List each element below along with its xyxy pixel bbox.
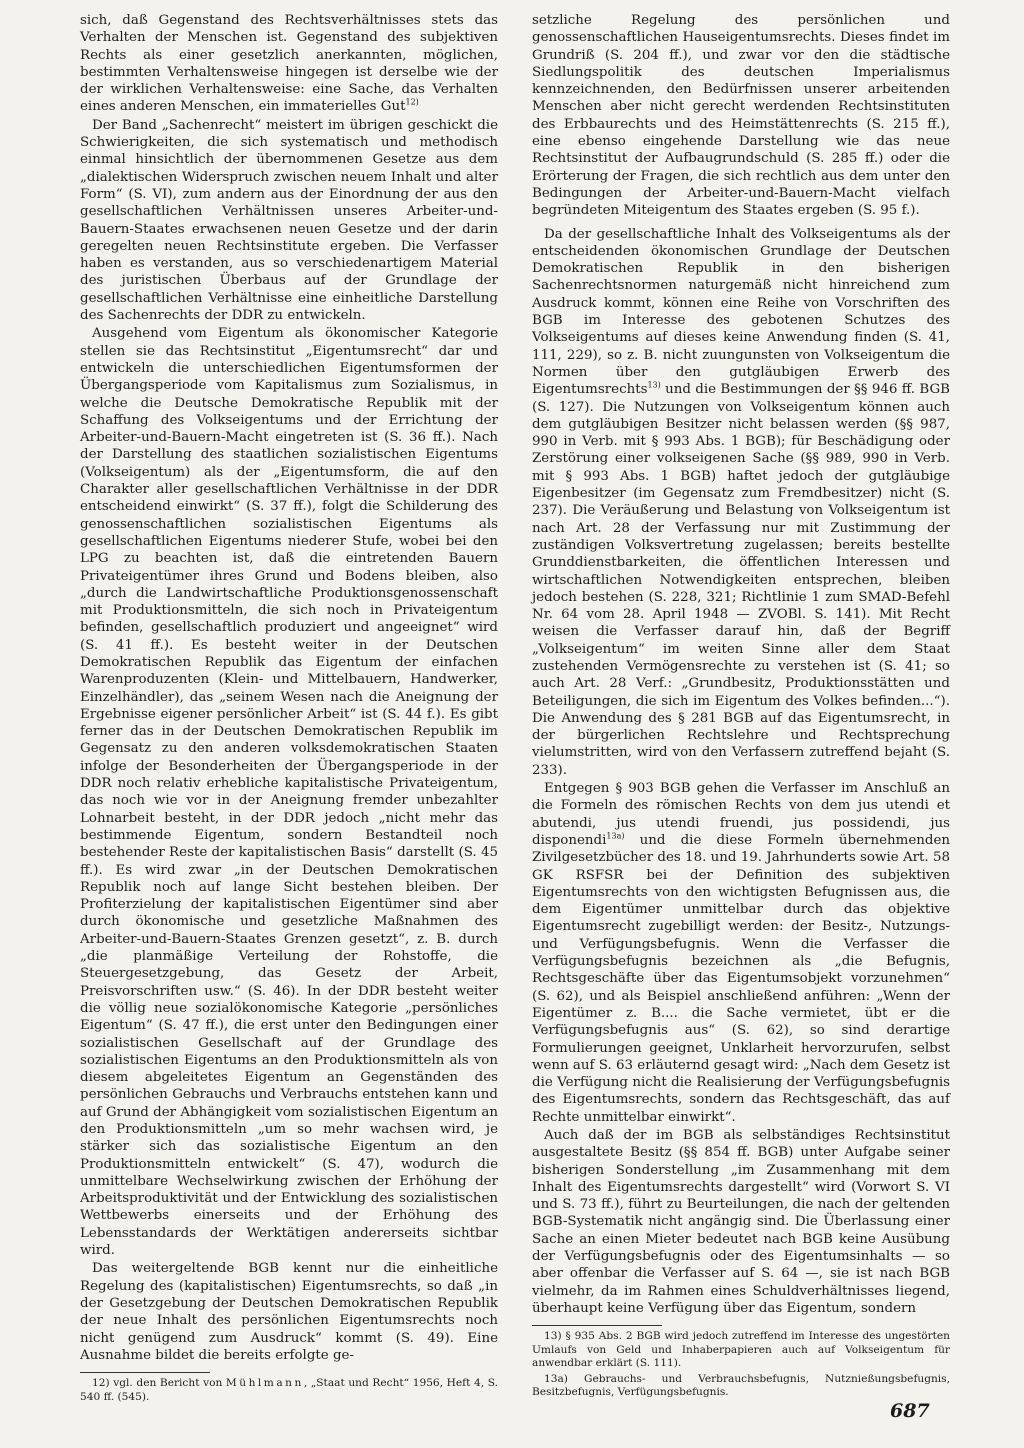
footnote-text: , „Staat und Recht“ 1956, Heft 4, S. 540 ff. (545). [80,1377,498,1403]
footnote-text: Gebrauchs- und Verbrauchsbefugnis, Nutznießungsbefugnis, Besitzbefugnis, Verfügungsbefugnis. [532,1372,950,1399]
left-column [80,12,498,1404]
footnote-13a [532,1373,950,1400]
paragraph [532,226,950,780]
footnote-13 [532,1330,950,1371]
paragraph [532,780,950,1126]
footnote-text: vgl. den Bericht von [113,1377,223,1390]
footnote-marker: 13a) [544,1372,568,1385]
paragraph: setzliche Regelung des persönlichen und genossenschaftlichen Hauseigentumsrechts. Dieses findet im Grundriß (S. 204 ff.), und zwar vor den die städtische Siedlungspolitik des deutschen Imperialismus kennzeichnenden, den Bedürfnissen unserer arbeitenden Menschen aber nicht gerecht werdenden Rechtsinstituten des Erbbaurechts und des Heimstättenrechts (S. 215 ff.), eine ebenso eingehende Darstellung wie das neue Rechtsinstitut der Aufbaugrundschuld (S. 285 ff.) oder die Erörterung der Fragen, die sich rechtlich aus dem unter den Bedingungen der Arbeiter-und-Bauern-Macht vielfach begründeten Miteigentum des Staates ergeben (S. 95 f.). [532,13,950,219]
footnote-author: Mühlmann [225,1377,304,1390]
paragraph-text: und die diese Formeln übernehmenden Zivilgesetzbücher des 18. und 19. Jahrhunderts sowie Art. 58 GK RSFSR bei der Definition des subjektiven Eigentumsrechts von den wichtigsten Befugnissen aus, die dem Eigentümer unmittelbar durch das objektive Eigentumsrecht zugebilligt werden: der Besitz-, Nutzungs- und Verfügungsbefugnis. Wenn die Verfasser die Verfügungsbefugnis bezeichnen als „die Befugnis, Rechtsgeschäfte über das Eigentumsobjekt vorzunehmen“ (S. 62), und als Beispiel anschließend anführen: „Wenn der Eigentümer z. B.... die Sache vermietet, übt er die Verfügungsbefugnis aus“ (S. 62), so sind derartige Formulierungen geeignet, Unklarheit hervorzurufen, selbst wenn auf S. 63 erläuternd gesagt wird: „Nach dem Gesetz ist die Verfügung nicht die Realisierung der Verfügungsbefugnis des Eigentumsrechts, sondern das Rechtsgeschäft, das auf Rechte unmittelbar einwirkt“. [532,832,950,1125]
paragraph-text: und die Bestimmungen der §§ 946 ff. BGB (S. 127). Die Nutzungen von Volkseigentum können auch dem gutgläubigen Besitzer nicht belassen werden (§§ 987, 990 in Verb. mit § 993 Abs. 1 BGB); für Beschädigung oder Zerstörung einer volkseigenen Sache (§§ 989, 990 in Verb. mit § 993 Abs. 1 BGB) haftet jedoch der gutgläubige Eigenbesitzer (im Gegensatz zum Fremdbesitzer) nicht (S. 237). Die Veräußerung und Belastung von Volkseigentum ist nach Art. 28 der Verfassung nur mit Zustimmung der zuständigen Volksvertretung zugelassen; bereits bestellte Grunddienstbarkeiten, die öffentlichen Interessen und wirtschaftlichen Notwendigkeiten entsprechen, bleiben jedoch bestehen (S. 228, 321; Richtlinie 1 zum SMAD-Befehl Nr. 64 vom 28. April 1948 — ZVOBl. S. 141). Mit Recht weisen die Verfasser darauf hin, daß der Begriff „Volkseigentum“ im weiten Sinne aller dem Staat zustehenden Vermögensrechte zu verstehen ist (S. 41; so auch Art. 28 Verf.: „Grundbesitz, Produktionsstätten und Beteiligungen, die sich im Eigentum des Volkes befinden...“). Die Anwendung des § 281 BGB auf das Eigentumsrecht, in der bürgerlichen Rechtslehre und Rechtsprechung vielumstritten, wird von den Verfassern zutreffend bejaht (S. 233). [532,382,950,778]
paragraph-text: Entgegen § 903 BGB gehen die Verfasser im Anschluß an die Formeln des römischen Rechts von dem jus utendi et abutendi, jus utendi fruendi, jus possidendi, jus disponendi [532,781,950,848]
paragraph: Der Band „Sachenrecht“ meistert im übrigen geschickt die Schwierigkeiten, die sich systematisch und methodisch einmal hinsichtlich der übernommenen Gesetze aus dem „dialektischen Widerspruch zwischen neuem Inhalt und alter Form“ (S. VI), zum andern aus der Einordnung der aus den gesellschaftlichen Verhältnissen unseres Arbeiter-und-Bauern-Staates erwachsenen neuen Gesetze und der darin geregelten neuen Rechtsinstitute ergeben. Die Verfasser haben es verstanden, aus so verschiedenartigem Material des juristischen Überbaus auf der Grundlage der gesellschaftlichen Verhältnisse eine einheitliche Darstellung des Sachenrechts der DDR zu entwickeln. [80,117,498,324]
paragraph [80,12,498,116]
footnote-ref[interactable]: 13) [647,380,661,390]
page-number: 687 [890,1400,930,1422]
right-column [532,12,950,1400]
footnote-text: § 935 Abs. 2 BGB wird jedoch zutreffend im Interesse des ungestörten Umlaufs von Geld und Inhaberpapieren auch auf Volkseigentum für anwendbar erklärt (S. 111). [532,1330,950,1370]
footnote-divider [532,1325,662,1326]
paragraph-text: sich, daß Gegenstand des Rechtsverhältnisses stets das Verhalten der Menschen ist. Gegenstand des subjektiven Rechts als einer gesetzlich anerkannten, möglichen, bestimmten Verhaltensweise hingegen ist derselbe wie der der wirklichen Verhaltensweise: eine Sache, das Verhalten eines anderen Menschen, ein immaterielles Gut [80,13,498,115]
paragraph-text: Da der gesellschaftliche Inhalt des Volkseigentums als der entscheidenden ökonomischen Grundlage der Deutschen Demokratischen Republik in den bisherigen Sachenrechtsnormen naturgemäß nicht hinreichend zum Ausdruck kommt, können eine Reihe von Vorschriften des BGB im Interesse des gebotenen Schutzes des Volkseigentums auf dieses keine Anwendung finden (S. 41, 111, 229), so z. B. nicht zuungunsten von Volkseigentum die Normen über den gutgläubigen Erwerb des Eigentumsrechts [532,226,950,398]
footnote-marker: 13) [544,1330,562,1343]
paragraph: Ausgehend vom Eigentum als ökonomischer Kategorie stellen sie das Rechtsinstitut „Eigentumsrecht“ dar und entwickeln die unterschiedlichen Eigentumsformen der Übergangsperiode vom Kapitalismus zum Sozialismus, in welche die Deutsche Demokratische Republik mit der Schaffung des Volkseigentums und der Errichtung der Arbeiter-und-Bauern-Macht eingetreten ist (S. 36 ff.). Nach der Darstellung des staatlichen sozialistischen Eigentums (Volkseigentum) als der „Eigentumsform, die auf den Charakter aller gesellschaftlichen Verhältnisse in der DDR entscheidend einwirkt“ (S. 37 ff.), folgt die Schilderung des genossenschaftlichen sozialistischen Eigentums als gesellschaftlichen Eigentums niederer Stufe, wobei bei den LPG zu beachten ist, daß die eintretenden Bauern Privateigentümer ihres Grund und Bodens bleiben, also „durch die Landwirtschaftliche Produktionsgenossenschaft mit Produktionsmitteln, die sich noch in Privateigentum befinden, gesellschaftlich produziert und angeeignet“ wird (S. 41 ff.). Es besteht weiter in der Deutschen Demokratischen Republik das Eigentum der einfachen Warenproduzenten (Klein- und Mittelbauern, Handwerker, Einzelhändler), das „seinem Wesen nach die Aneignung der Ergebnisse eigener persönlicher Arbeit“ ist (S. 44 f.). Es gibt ferner das in der Deutschen Demokratischen Republik im Gegensatz zu den anderen volksdemokratischen Staaten infolge der Besonderheiten der Übergangsperiode in der DDR noch relativ erhebliche kapitalistische Privateigentum, das noch wie vor in der Aneignung fremder unbezahlter Lohnarbeit besteht, in der DDR jedoch „nicht mehr das bestimmende Eigentum, sondern Bestandteil noch bestehender Reste der kapitalistischen Basis“ darstellt (S. 45 ff.). Es wird zwar „in der Deutschen Demokratischen Republik noch auf lange Sicht bestehen bleiben. Der Profiterzielung der kapitalistischen Eigentümer sind aber durch ökonomische und gesetzliche Maßnahmen des Arbeiter-und-Bauern-Staates Grenzen gesetzt“, z. B. durch „die planmäßige Verteilung der Rohstoffe, die Steuergesetzgebung, das Gesetz der Arbeit, Preisvorschriften usw.“ (S. 46). In der DDR besteht weiter die völlig neue sozialökonomische Kategorie „persönliches Eigentum“ (S. 47 ff.), die erst unter den Bedingungen einer sozialistischen Gesellschaft auf der Grundlage des sozialistischen Eigentums an den Produktionsmitteln als von diesem abgeleitetes Eigentum an Gegenständen des persönlichen Gebrauchs und Verbrauchs entstehen kann und auf Grund der Abhängigkeit vom sozialistischen Eigentum an den Produktionsmitteln „um so mehr wachsen wird, je stärker sich das sozialistische Eigentum an den Produktionsmitteln entwickelt“ (S. 47), wodurch die unmittelbare Wechselwirkung zwischen der Erhöhung der Arbeitsproduktivität und der Entwicklung des sozialistischen Wettbewerbs einerseits und der Erhöhung des Lebensstandards der Werktätigen andererseits sichtbar wird. [80,326,498,1259]
footnote-marker: 12) [92,1377,110,1390]
paragraph: Das weitergeltende BGB kennt nur die einheitliche Regelung des (kapitalistischen) Eigentumsrechts, so daß „in der Gesetzgebung der Deutschen Demokratischen Republik der neue Inhalt des persönlichen Eigentumsrechts noch nicht genügend zum Ausdruck“ kommt (S. 49). Eine Ausnahme bildet die bereits erfolgte ge- [80,1261,498,1363]
footnote-12 [80,1377,498,1404]
footnote-ref[interactable]: 13a) [606,831,625,841]
footnote-divider [80,1372,210,1373]
paragraph: Auch daß der im BGB als selbständiges Rechtsinstitut ausgestaltete Besitz (§§ 854 ff. BGB) unter Aufgabe seiner bisherigen Sonderstellung „im Zusammenhang mit dem Inhalt des Eigentumsrechts dargestellt“ wird (Vorwort S. VI und S. 73 ff.), führt zu Beurteilungen, die nach der geltenden BGB-Systematik nicht angängig sind. Die Überlassung einer Sache an einen Mieter bedeutet nach BGB keine Ausübung der Verfügungsbefugnis oder des Eigentumsinhalts — so aber offenbar die Verfasser auf S. 64 —, sie ist nach BGB vielmehr, da im Rahmen eines Schuldverhältnisses liegend, überhaupt keine Verfügung über das Eigentum, sondern [532,1128,950,1316]
footnote-ref[interactable]: 12) [405,98,419,108]
